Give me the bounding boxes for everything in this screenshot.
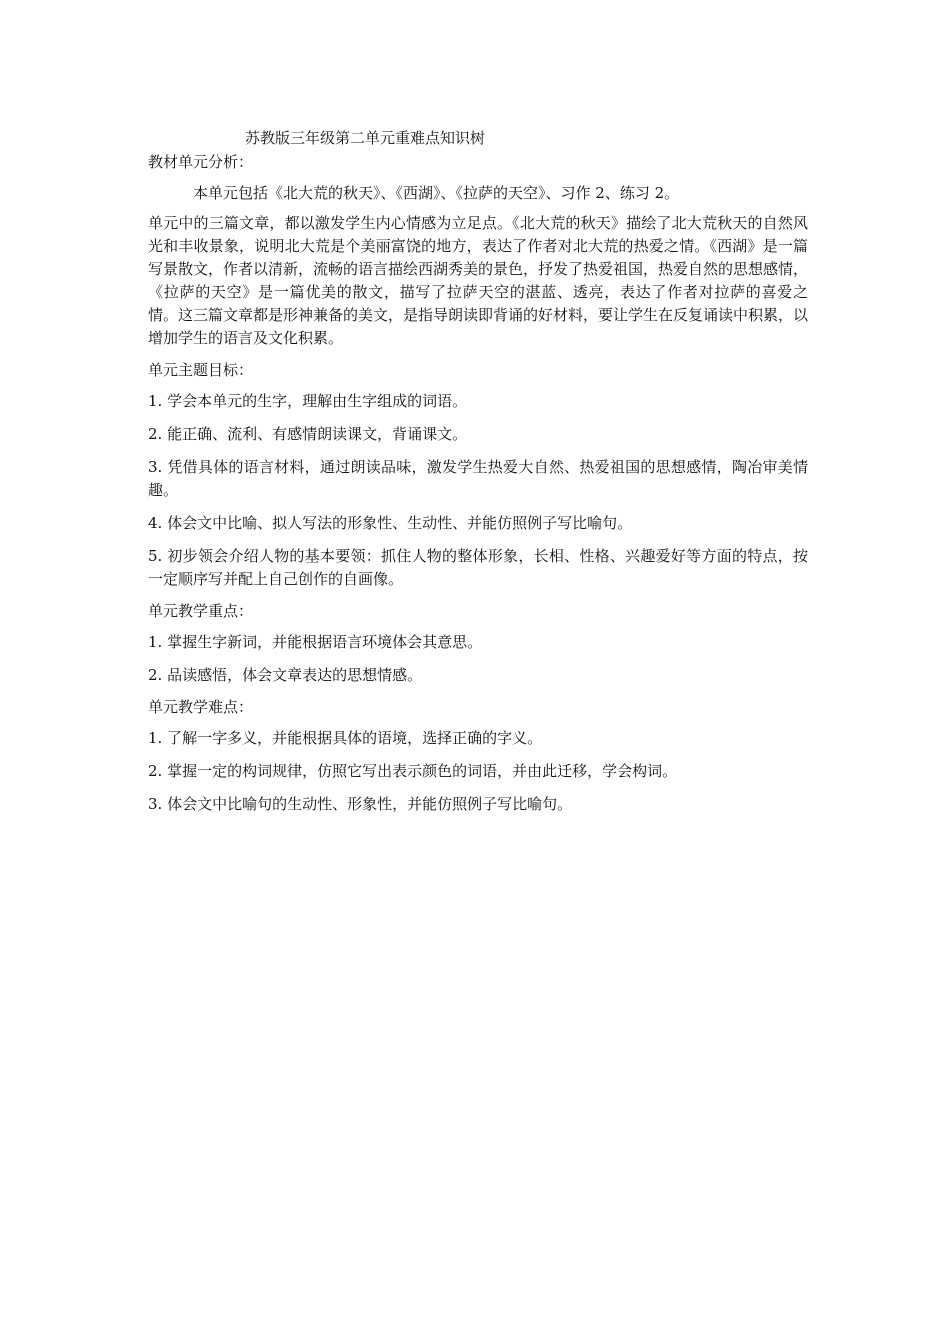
difficulty-item: 3. 体会文中比喻句的生动性、形象性，并能仿照例子写比喻句。: [148, 795, 573, 813]
difficulty-item: 2. 掌握一定的构词规律，仿照它写出表示颜色的词语，并由此迁移，学会构词。: [148, 762, 678, 780]
key-point-item: 1. 掌握生字新词，并能根据语言环境体会其意思。: [148, 633, 483, 651]
difficulties-heading: 单元教学难点：: [148, 698, 254, 716]
goal-item: 3. 凭借具体的语言材料，通过朗读品味，激发学生热爱大自然、热爱祖国的思想感情，陶冶审美情趣。: [148, 458, 808, 499]
goal-item: 1. 学会本单元的生字，理解由生字组成的词语。: [148, 392, 468, 410]
analysis-body: 单元中的三篇文章，都以激发学生内心情感为立足点。《北大荒的秋天》描绘了北大荒秋天的自然风光和丰收景象，说明北大荒是个美丽富饶的地方，表达了作者对北大荒的热爱之情。《西湖》是一篇写景散文，作者以清新，流畅的语言描绘西湖秀美的景色，抒发了热爱祖国，热爱自然的思想感情，《拉萨的天空》是一篇优美的散文，描写了拉萨天空的湛蓝、透亮，表达了作者对拉萨的喜爱之情。这三篇文章都是形神兼备的美文，是指导朗读即背诵的好材料，要让学生在反复诵读中积累，以增加学生的语言及文化积累。: [148, 214, 809, 347]
document-body: [148, 152, 808, 826]
goal-item: 5. 初步领会介绍人物的基本要领：抓住人物的整体形象，长相、性格、兴趣爱好等方面的特点，按一定顺序写并配上自己创作的自画像。: [148, 547, 808, 588]
document-title: 苏教版三年级第二单元重难点知识树: [245, 129, 486, 147]
analysis-heading: 教材单元分析：: [148, 153, 254, 171]
difficulty-item: 1. 了解一字多义，并能根据具体的语境，选择正确的字义。: [148, 729, 543, 747]
goal-item: 2. 能正确、流利、有感情朗读课文，背诵课文。: [148, 425, 468, 443]
key-point-item: 2. 品读感悟，体会文章表达的思想情感。: [148, 666, 423, 684]
goals-heading: 单元主题目标：: [148, 361, 254, 379]
key-points-heading: 单元教学重点：: [148, 602, 254, 620]
goal-item: 4. 体会文中比喻、拟人写法的形象性、生动性、并能仿照例子写比喻句。: [148, 514, 633, 532]
analysis-intro: 本单元包括《北大荒的秋天》、《西湖》、《拉萨的天空》、习作 2、练习 2。: [193, 184, 680, 202]
